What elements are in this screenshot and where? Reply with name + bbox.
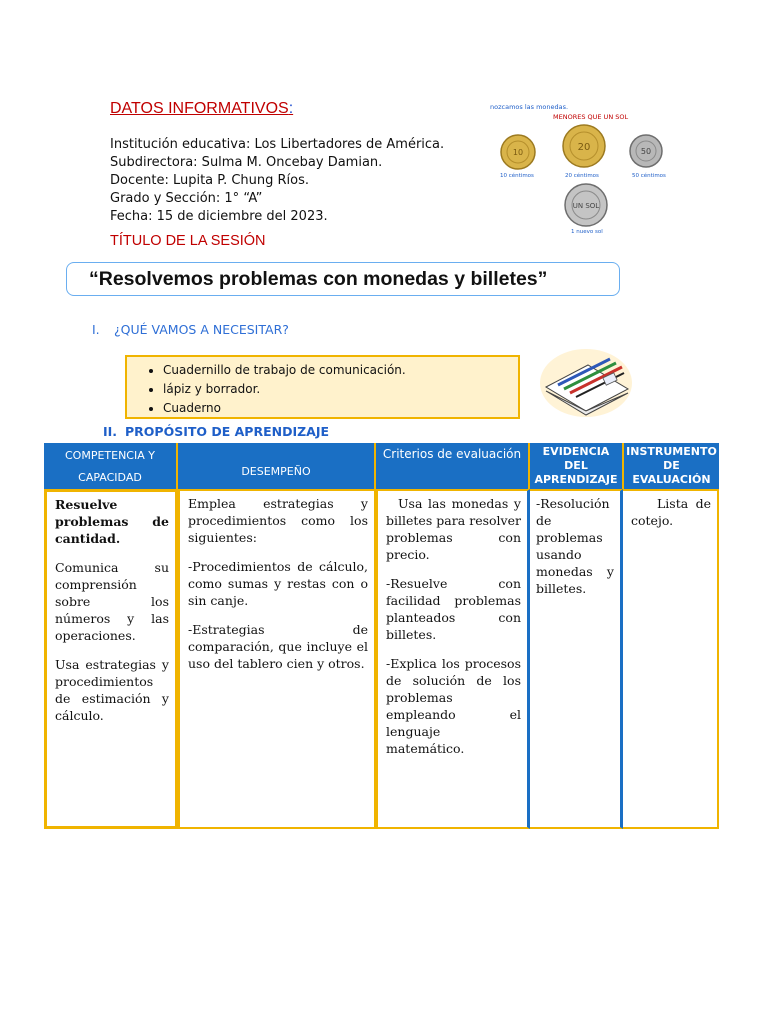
coin-label-10: 10 céntimos: [500, 173, 534, 179]
info-lines: [110, 136, 444, 226]
criterio-item: -Resuelve con facilidad problemas planteados con billetes.: [386, 576, 521, 642]
coins-caption-sub: MENORES QUE UN SOL: [553, 113, 629, 121]
competencia-title: Resuelve problemas de cantidad.: [55, 497, 169, 546]
session-title: “Resolvemos problemas con monedas y billetes”: [89, 267, 548, 290]
header-competencia: COMPETENCIA Y CAPACIDAD: [65, 449, 155, 484]
coin-20-icon: [563, 125, 605, 167]
capacidad-item: Comunica su comprensión sobre los números y las operaciones.: [55, 560, 169, 643]
info-docente: Docente: Lupita P. Chung Ríos.: [110, 173, 310, 188]
desempeno-item: -Estrategias de comparación, que incluye el uso del tablero cien y otros.: [188, 622, 368, 671]
header-desempeno: DESEMPEÑO: [241, 465, 311, 478]
svg-text:50: 50: [640, 147, 652, 156]
materials-box: [125, 355, 520, 419]
info-subdirectora: Subdirectora: Sulma M. Oncebay Damian.: [110, 155, 383, 170]
session-title-box: [66, 262, 620, 296]
header-evidencia: EVIDENCIA DEL APRENDIZAJE: [534, 445, 618, 486]
cell-desempeno: [178, 489, 376, 829]
materials-list: [145, 361, 518, 418]
coin-50-icon: [630, 135, 662, 167]
datos-informativos-heading: [110, 100, 293, 118]
svg-text:10: 10: [512, 148, 524, 157]
header-instrumento: INSTRUMENTO DE EVALUACIÓN: [626, 445, 717, 486]
cell-instrumento: [623, 489, 719, 829]
desempeno-item: -Procedimientos de cálculo, como sumas y restas con o sin canje.: [188, 559, 368, 608]
cell-evidencia: [530, 489, 623, 829]
coin-label-1-sol: 1 nuevo sol: [571, 229, 603, 235]
capacidad-item: Usa estrategias y procedimientos de estimación y cálculo.: [55, 657, 169, 723]
cell-competencia: [44, 489, 178, 829]
coin-label-50: 50 céntimos: [632, 173, 666, 179]
criterio-item: Usa las monedas y billetes para resolver problemas con precio.: [386, 496, 521, 562]
coin-10-icon: [501, 135, 535, 169]
instrumento-text: Lista de cotejo.: [631, 496, 711, 528]
coin-1-sol-icon: [565, 184, 607, 226]
svg-text:UN SOL: UN SOL: [572, 202, 600, 210]
cell-criterios: [376, 489, 530, 829]
info-fecha: Fecha: 15 de diciembre del 2023.: [110, 209, 328, 224]
info-institucion: Institución educativa: Los Libertadores de América.: [110, 137, 445, 152]
materials-item: • Cuadernillo de trabajo de comunicación.: [163, 361, 518, 380]
coin-label-20: 20 céntimos: [565, 173, 599, 179]
info-grado: Grado y Sección: 1° “A”: [110, 191, 263, 206]
evidencia-text: -Resolución de problemas usando monedas y billetes.: [536, 496, 614, 596]
section-2-heading: [103, 424, 329, 439]
table-header-row: [44, 443, 719, 489]
datos-colon: :: [288, 100, 294, 117]
datos-title: DATOS INFORMATIVOS: [110, 100, 289, 117]
section-2-number: II.: [103, 424, 118, 439]
coins-caption-top: nozcamos las monedas.: [490, 103, 569, 111]
criterio-item: -Explica los procesos de solución de los problemas empleando el lenguaje matemático.: [386, 656, 521, 756]
section-1-label: ¿QUÉ VAMOS A NECESITAR?: [114, 322, 289, 337]
section-1-number: I.: [92, 322, 100, 337]
section-1-heading: [92, 322, 289, 337]
notebook-pencils-icon: [538, 345, 633, 420]
header-criterios: Criterios de evaluación: [382, 447, 522, 461]
materials-item: • lápiz y borrador.: [163, 380, 518, 399]
desempeno-item: Emplea estrategias y procedimientos como los siguientes:: [188, 496, 368, 545]
svg-text:20: 20: [577, 142, 591, 153]
coins-illustration: [485, 95, 675, 235]
materials-item: • Cuaderno: [163, 399, 518, 418]
section-2-label: PROPÓSITO DE APRENDIZAJE: [125, 424, 330, 439]
titulo-sesion-heading: TÍTULO DE LA SESIÓN: [110, 233, 266, 249]
